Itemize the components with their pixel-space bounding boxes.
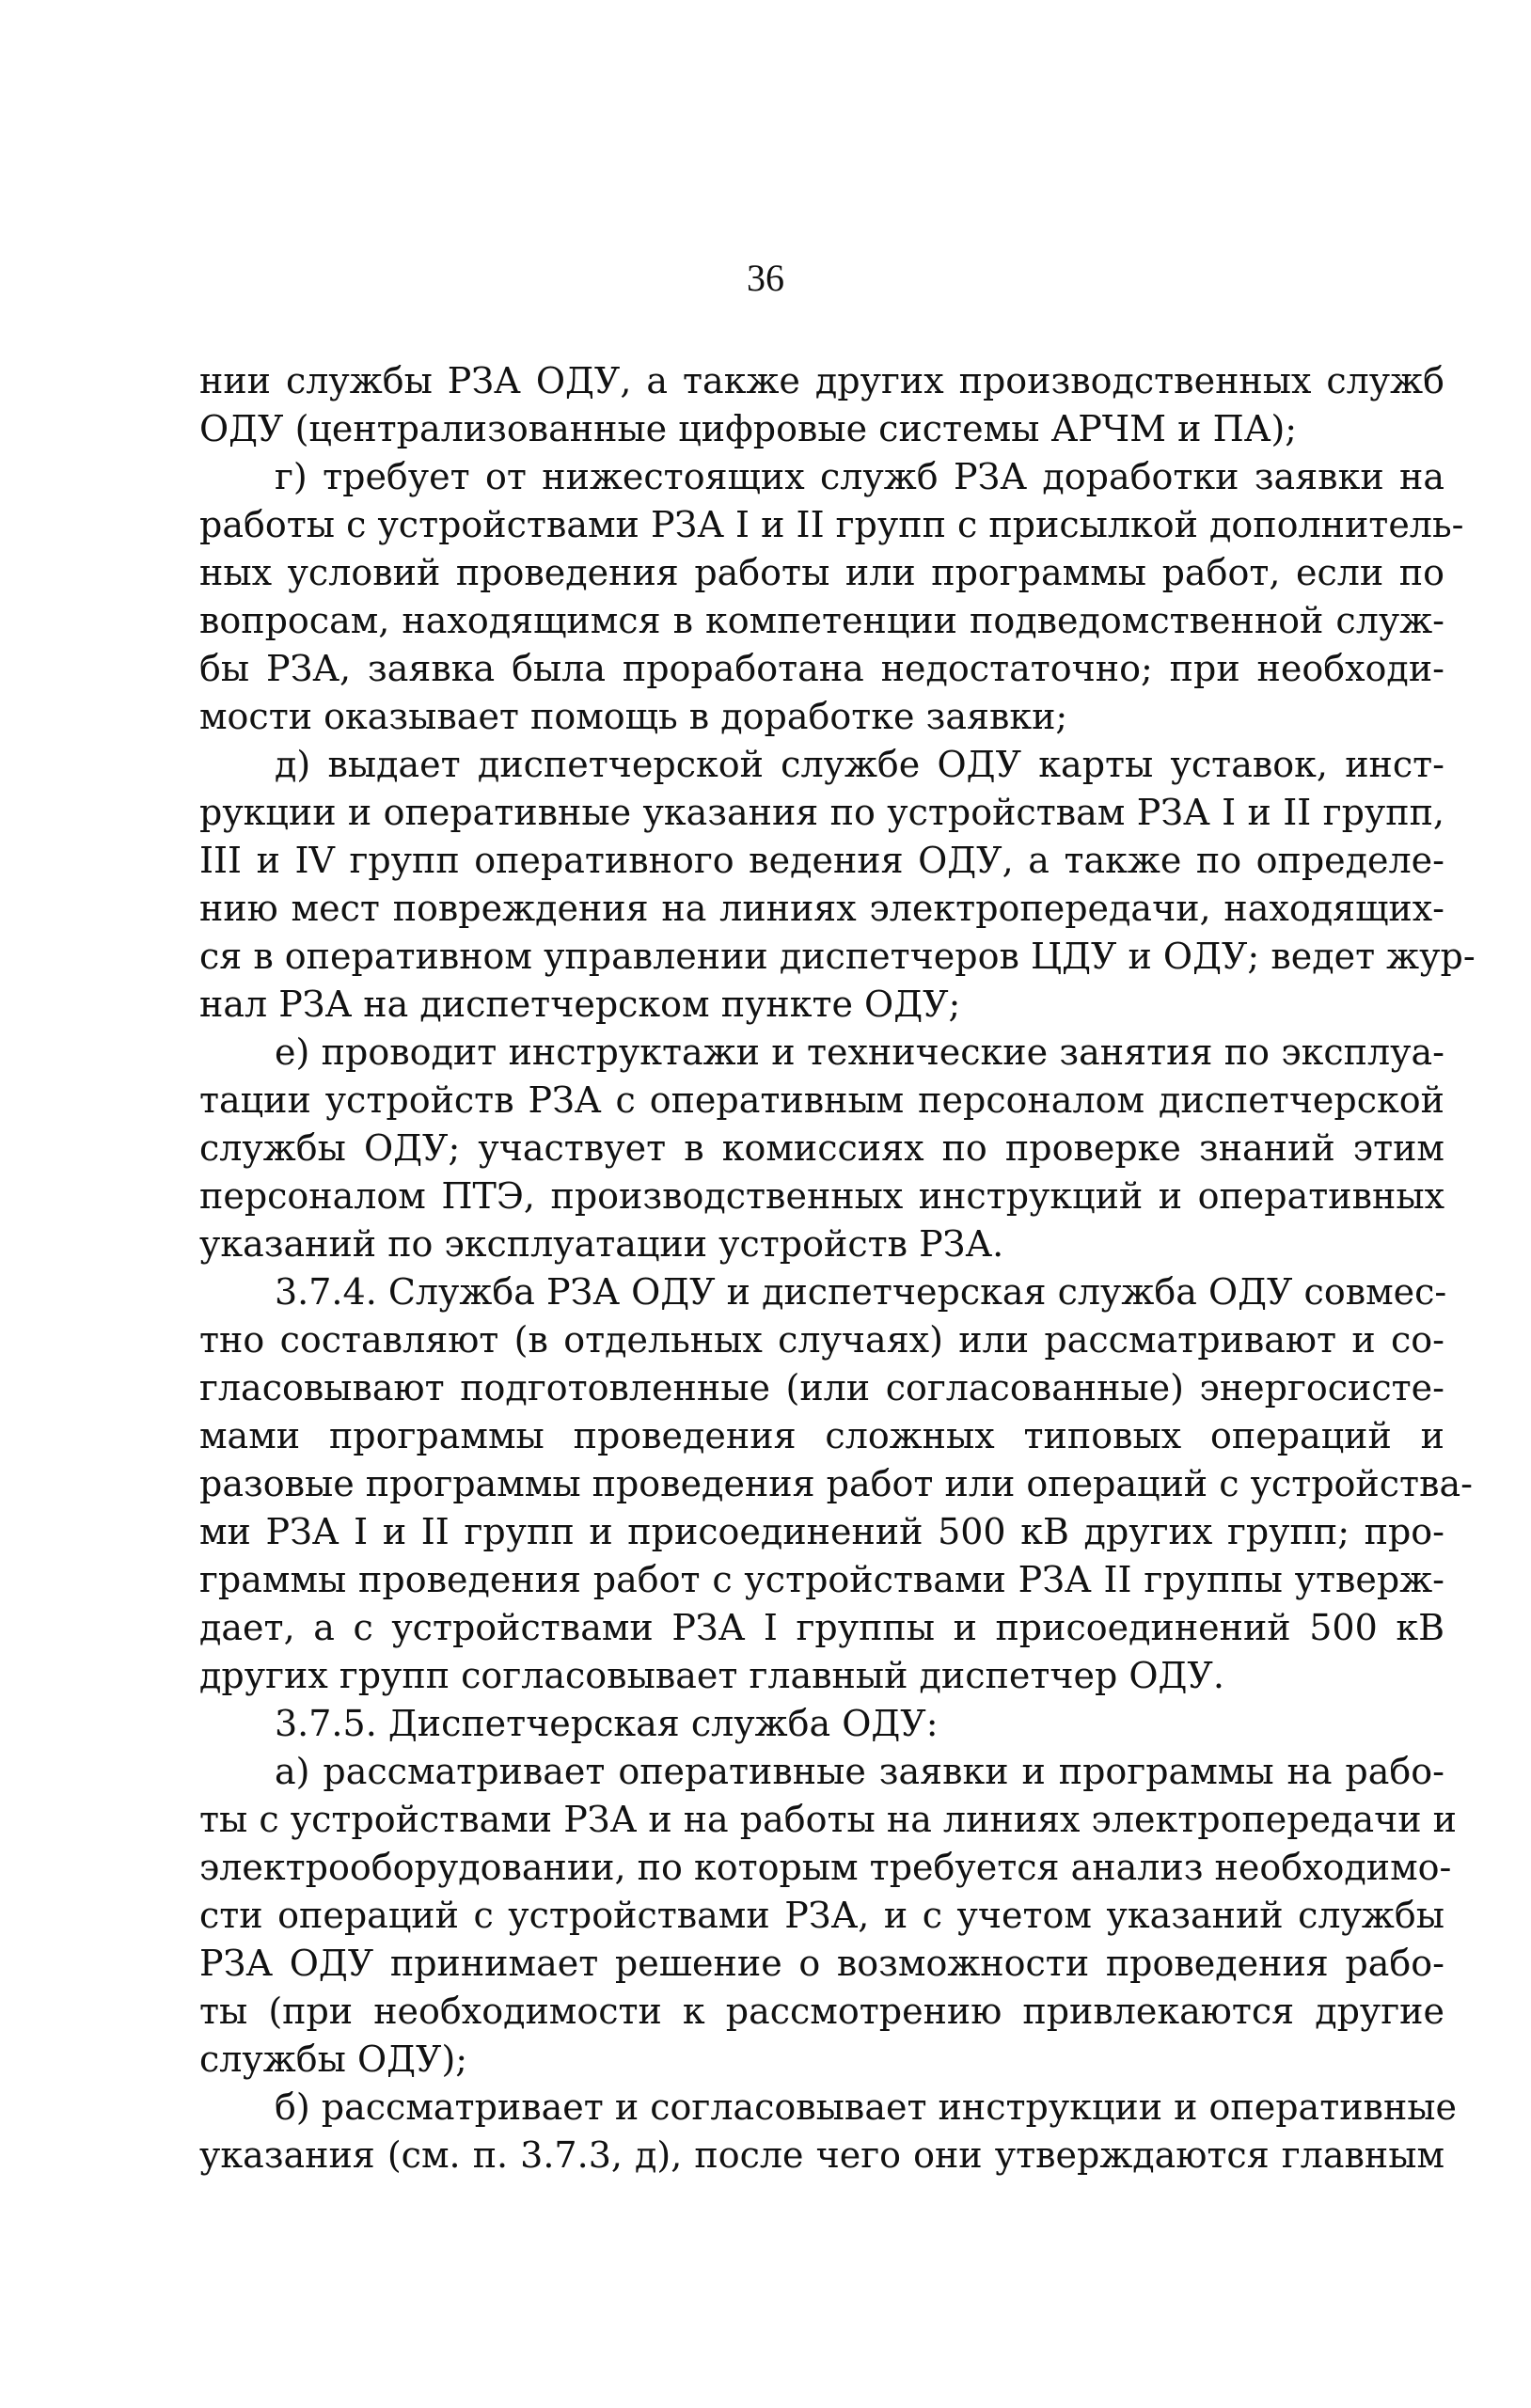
text-line: ных условий проведения работы или программы работ, если по <box>199 552 1444 593</box>
text-line: работы с устройствами РЗА I и II групп с присылкой дополнитель- <box>199 504 1464 545</box>
page-number: 36 <box>747 257 784 299</box>
text-line: нал РЗА на диспетчерском пункте ОДУ; <box>199 984 961 1025</box>
text-line: мости оказывает помощь в доработке заявки; <box>199 696 1068 737</box>
text-line: тации устройств РЗА с оперативным персоналом диспетчерской <box>199 1079 1444 1121</box>
body-text <box>199 357 1476 2180</box>
text-line: электрооборудовании, по которым требуется анализ необходимо- <box>199 1847 1452 1888</box>
text-line: службы ОДУ); <box>199 2038 468 2080</box>
text-line: указания (см. п. 3.7.3, д), после чего они утверждаются главным <box>199 2134 1444 2176</box>
text-line: ми РЗА I и II групп и присоединений 500 кВ других групп; про- <box>199 1511 1444 1552</box>
text-line: указаний по эксплуатации устройств РЗА. <box>199 1223 1004 1265</box>
text-line: дает, а с устройствами РЗА I группы и присоединений 500 кВ <box>199 1607 1444 1648</box>
text-line: бы РЗА, заявка была проработана недостаточно; при необходи- <box>199 648 1444 689</box>
text-line: б) рассматривает и согласовывает инструкции и оперативные <box>275 2086 1458 2128</box>
text-line: службы ОДУ; участвует в комиссиях по проверке знаний этим <box>199 1127 1444 1169</box>
text-line: 3.7.4. Служба РЗА ОДУ и диспетчерская служба ОДУ совмес- <box>275 1271 1447 1313</box>
text-line: 3.7.5. Диспетчерская служба ОДУ: <box>275 1703 939 1744</box>
text-line: разовые программы проведения работ или операций с устройства- <box>199 1463 1473 1504</box>
text-line: нии службы РЗА ОДУ, а также других производственных служб <box>199 360 1444 401</box>
text-line: г) требует от нижестоящих служб РЗА доработки заявки на <box>275 456 1444 497</box>
text-line: вопросам, находящимся в компетенции подведомственной служ- <box>199 600 1444 641</box>
text-line: тно составляют (в отдельных случаях) или рассматривают и со- <box>199 1319 1444 1361</box>
text-line: III и IV групп оперативного ведения ОДУ, а также по определе- <box>199 840 1444 881</box>
text-line: граммы проведения работ с устройствами РЗА II группы утверж- <box>199 1559 1444 1600</box>
text-line: ты с устройствами РЗА и на работы на линиях электропередачи и <box>199 1799 1457 1840</box>
text-line: других групп согласовывает главный диспетчер ОДУ. <box>199 1655 1224 1696</box>
text-line: сти операций с устройствами РЗА, и с учетом указаний службы <box>199 1895 1444 1936</box>
text-line: ся в оперативном управлении диспетчеров ЦДУ и ОДУ; ведет жур- <box>199 936 1476 977</box>
text-line: ОДУ (централизованные цифровые системы АРЧМ и ПА); <box>199 408 1298 449</box>
text-line: нию мест повреждения на линиях электропередачи, находящих- <box>199 888 1444 929</box>
text-line: д) выдает диспетчерской службе ОДУ карты уставок, инст- <box>275 744 1444 785</box>
text-line: ты (при необходимости к рассмотрению привлекаются другие <box>199 1991 1444 2032</box>
text-line: персоналом ПТЭ, производственных инструкций и оперативных <box>199 1175 1444 1217</box>
text-line: рукции и оперативные указания по устройствам РЗА I и II групп, <box>199 792 1444 833</box>
text-line: гласовывают подготовленные (или согласованные) энергосисте- <box>199 1367 1444 1409</box>
text-line: РЗА ОДУ принимает решение о возможности проведения рабо- <box>199 1943 1444 1984</box>
text-line: а) рассматривает оперативные заявки и программы на рабо- <box>275 1751 1444 1792</box>
text-line: е) проводит инструктажи и технические занятия по эксплуа- <box>275 1031 1444 1073</box>
text-line: мами программы проведения сложных типовых операций и <box>199 1415 1444 1456</box>
